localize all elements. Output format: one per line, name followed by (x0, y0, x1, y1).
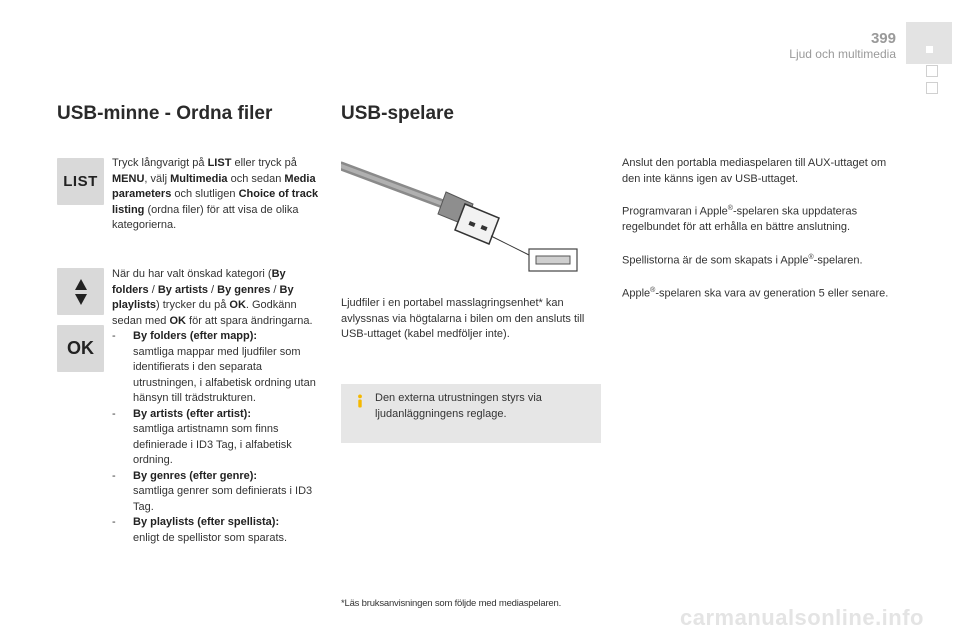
instruction-block-2 (112, 267, 322, 546)
arrow-down-icon (75, 294, 87, 305)
chapter-tab-empty (926, 65, 938, 77)
list-item: - By genres (efter genre): samtliga genrer som definierats i ID3 Tag. (112, 469, 313, 513)
info-icon (353, 394, 367, 408)
ok-button-label: OK (67, 338, 94, 358)
chapter-tab-empty (926, 82, 938, 94)
info-note (341, 384, 601, 443)
list-item: - By artists (efter artist): samtliga artistnamn som finns definierade i ID3 Tag, i alfabetisk ordning. (112, 407, 292, 466)
info-note-text: Den externa utrustningen styrs via ljudanläggningens reglage. (375, 392, 542, 420)
page-number: 399 (870, 30, 896, 47)
instruction-paragraph-2: När du har valt önskad kategori (By folders / By artists / By genres / By playlists) trycker du på OK. Godkänn sedan med OK för att spara ändringarna. (112, 268, 313, 327)
ok-button-icon (57, 325, 104, 372)
list-button-icon (57, 158, 104, 205)
right-paragraph-1: Anslut den portabla mediaspelaren till AUX-uttaget om den inte känns igen av USB-uttaget. (622, 157, 887, 185)
right-column (622, 156, 890, 302)
right-paragraph-4: Apple®-spelaren ska vara av generation 5 eller senare. (622, 286, 889, 300)
right-paragraph-3: Spellistorna är de som skapats i Apple®-spelaren. (622, 253, 863, 267)
footnote: *Läs bruksanvisningen som följde med mediaspelaren. (341, 598, 562, 609)
list-item: - By folders (efter mapp): samtliga mappar med ljudfiler som identifierats i den separata utrustningen, i alfabetisk ordning utan hänsyn till trädstrukturen. (112, 330, 316, 404)
right-paragraph-2: Programvaran i Apple®-spelaren ska uppdateras regelbundet för att erhålla en bättre anslutning. (622, 205, 858, 234)
left-section-title: USB-minne - Ordna filer (57, 103, 273, 124)
usb-cable-illustration (341, 152, 601, 282)
list-button-label: LIST (63, 173, 98, 190)
up-down-arrows-icon (57, 268, 104, 315)
middle-section-title: USB-spelare (341, 103, 454, 124)
arrow-up-icon (75, 279, 87, 290)
section-title: Ljud och multimedia (789, 47, 896, 61)
instruction-paragraph-1: Tryck långvarigt på LIST eller tryck på MENU, välj Multimedia och sedan Media parameters och slutligen Choice of track listing (ordna filer) för att visa de olika kategorierna. (112, 157, 319, 231)
list-item: - By playlists (efter spellista): enligt de spellistor som sparats. (112, 516, 288, 544)
tab-marker (926, 46, 933, 53)
usb-description: Ljudfiler i en portabel masslagringsenhet* kan avlyssnas via högtalarna i bilen om den ansluts till USB-uttaget (kabel medföljer inte). (341, 297, 585, 340)
chapter-tab (906, 22, 952, 64)
watermark: carmanualsonline.info (680, 605, 924, 630)
